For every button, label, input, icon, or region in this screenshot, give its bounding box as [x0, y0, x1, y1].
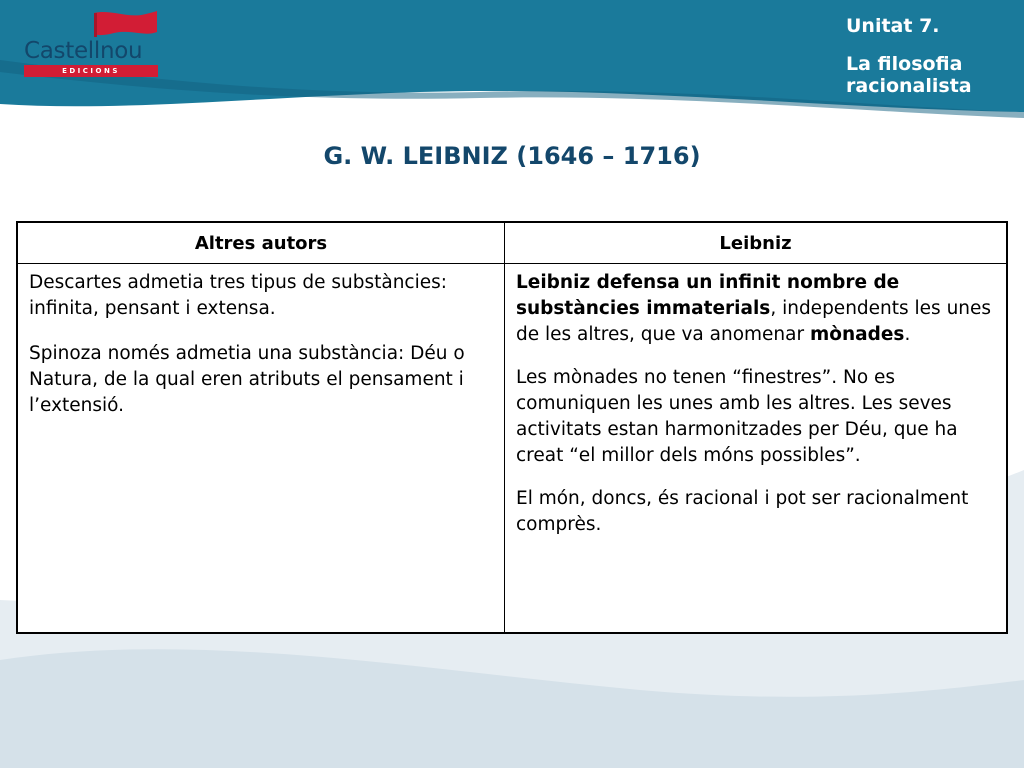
publisher-logo	[24, 10, 158, 76]
cell-other-authors	[18, 264, 505, 632]
unit-number: Unitat 7.	[846, 15, 940, 37]
monads-term: mònades	[810, 324, 905, 345]
descartes-paragraph: Descartes admetia tres tipus de substàncies: infinita, pensant i extensa.	[29, 272, 447, 319]
windows-paragraph: Les mònades no tenen “finestres”. No es comuniquen les unes amb les altres. Les seves activitats estan harmonitzades per Déu, que ha creat “el millor dels móns possibles”.	[516, 367, 958, 466]
table-header-leibniz: Leibniz	[505, 223, 1006, 264]
unit-title: La filosofia racionalista	[846, 53, 972, 97]
table-header-others: Altres autors	[18, 223, 505, 264]
unit-header	[846, 14, 1022, 97]
comparison-table	[16, 221, 1008, 634]
monads-paragraph	[516, 270, 996, 348]
spinoza-paragraph: Spinoza només admetia una substància: Déu o Natura, de la qual eren atributs el pensament i l’extensió.	[29, 343, 465, 416]
monads-bold-intro: Leibniz defensa un infinit nombre de substàncies immaterials	[516, 272, 900, 319]
monads-text: , independents les unes de les altres, que va anomenar	[516, 298, 992, 345]
logo-text: Castellnou	[24, 38, 143, 64]
rational-paragraph: El món, doncs, és racional i pot ser racionalment comprès.	[516, 488, 969, 535]
page-title: G. W. LEIBNIZ (1646 – 1716)	[323, 142, 701, 170]
monads-end: .	[904, 324, 911, 345]
cell-leibniz	[505, 264, 1006, 632]
logo-sub: EDICIONS	[24, 65, 158, 77]
